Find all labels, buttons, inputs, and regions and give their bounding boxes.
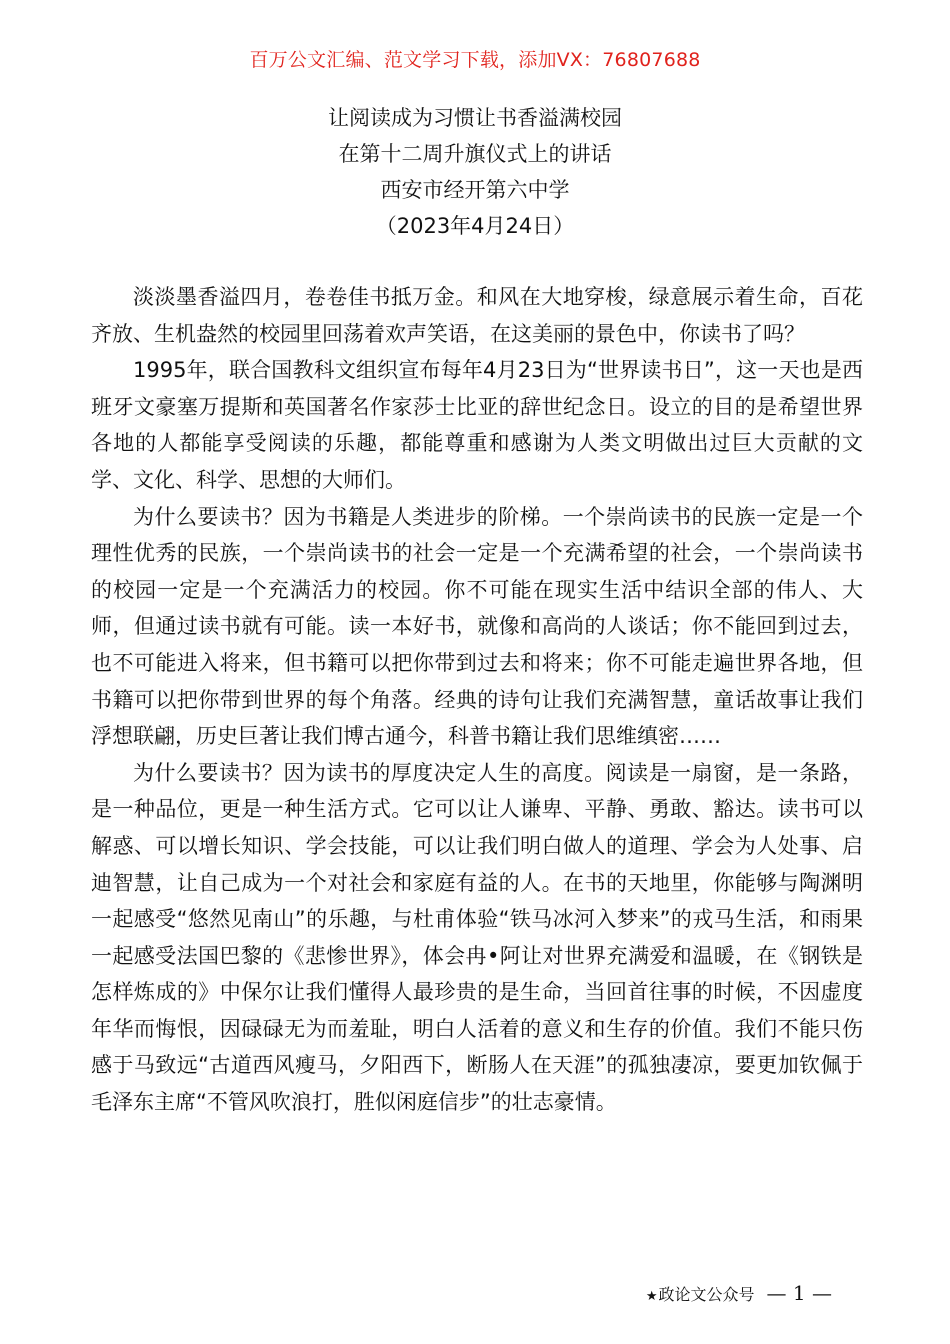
paragraph-2: 1995年，联合国教科文组织宣布每年4月23日为“世界读书日”，这一天也是西班牙文豪塞万提斯和英国著名作家莎士比亚的辞世纪念日。设立的目的是希望世界各地的人都能享受阅读的乐趣，都能尊重和感谢为人类文明做出过巨大贡献的文学、文化、科学、思想的大师们。 [91,358,863,492]
body-text [91,279,863,1121]
paragraph-3: 为什么要读书？因为书籍是人类进步的阶梯。一个崇尚读书的民族一定是一个理性优秀的民族，一个崇尚读书的社会一定是一个充满希望的社会，一个崇尚读书的校园一定是一个充满活力的校园。你不可能在现实生活中结识全部的伟人、大师，但通过读书就有可能。读一本好书，就像和高尚的人谈话；你不能回到过去，也不可能进入将来，但书籍可以把你带到过去和将来；你不可能走遍世界各地，但书籍可以把你带到世界的每个角落。经典的诗句让我们充满智慧，童话故事让我们浮想联翩，历史巨著让我们博古通今，科普书籍让我们思维缜密…… [91,504,863,749]
star-icon: ★ [645,1289,658,1304]
main-title: 让阅读成为习惯让书香溢满校园 [328,106,622,130]
header-watermark-note: 百万公文汇编、范文学习下载，添加VX：76807688 [249,49,701,71]
page-number: — 1 — [766,1281,832,1305]
speech-date: （2023年4月24日） [375,214,575,238]
footer-source: 政论文公众号 [658,1285,755,1304]
paragraph-4: 为什么要读书？因为读书的厚度决定人生的高度。阅读是一扇窗，是一条路，是一种品位，更是一种生活方式。它可以让人谦卑、平静、勇敢、豁达。读书可以解惑、可以增长知识、学会技能，可以让我们明白做人的道理、学会为人处事、启迪智慧，让自己成为一个对社会和家庭有益的人。在书的天地里，你能够与陶渊明一起感受“悠然见南山”的乐趣，与杜甫体验“铁马冰河入梦来”的戎马生活，和雨果一起感受法国巴黎的《悲惨世界》，体会冉•阿让对世界充满爱和温暖，在《钢铁是怎样炼成的》中保尔让我们懂得人最珍贵的是生命，当回首往事的时候，不因虚度年华而悔恨，因碌碌无为而羞耻，明白人活着的意义和生存的价值。我们不能只伤感于马致远“古道西风瘦马，夕阳西下，断肠人在天涯”的孤独凄凉，要更加钦佩于毛泽东主席“不管风吹浪打，胜似闲庭信步”的壮志豪情。 [91,760,863,1115]
speech-subtitle: 在第十二周升旗仪式上的讲话 [338,142,612,166]
page-footer [646,1281,832,1309]
paragraph-1: 淡淡墨香溢四月，卷卷佳书抵万金。和风在大地穿梭，绿意展示着生命，百花齐放、生机盎然的校园里回荡着欢声笑语，在这美丽的景色中，你读书了吗？ [91,285,863,346]
title-block [0,100,950,244]
organization-name: 西安市经开第六中学 [380,178,570,202]
